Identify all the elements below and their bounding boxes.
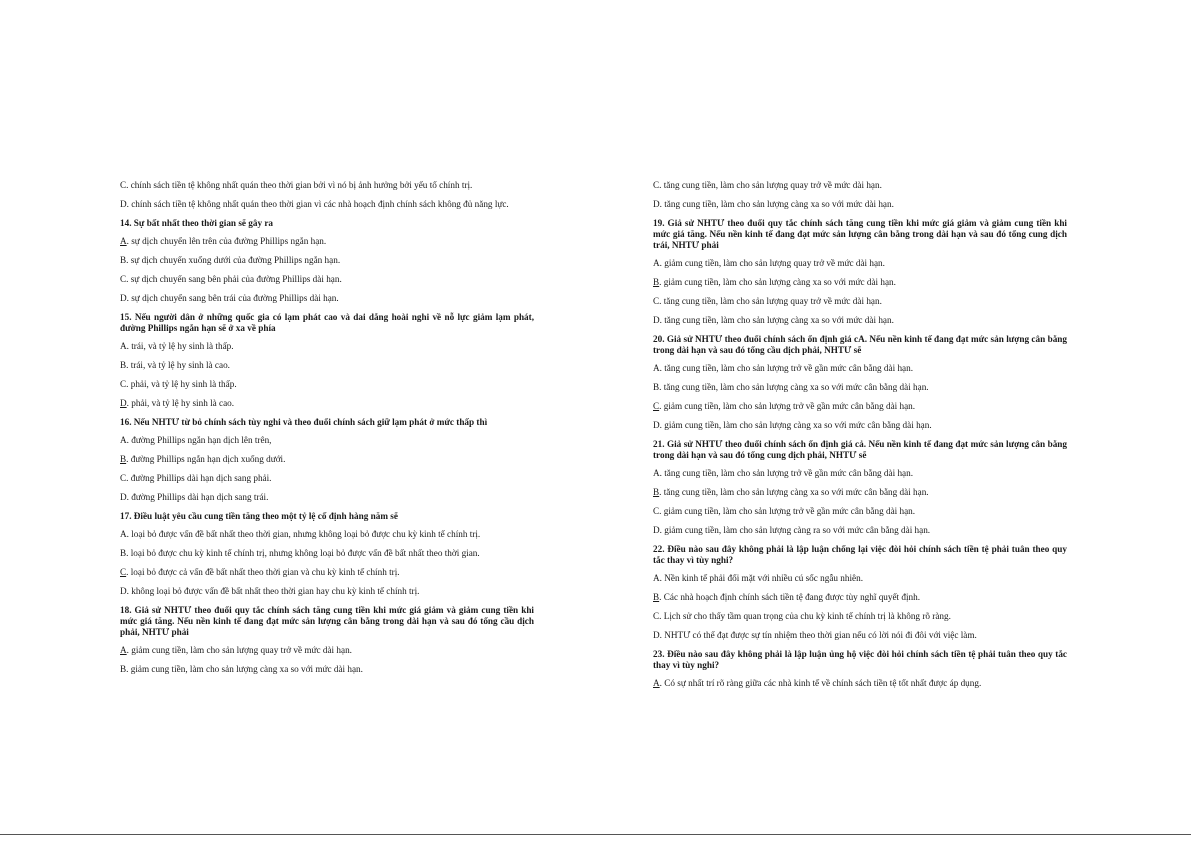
answer-option <box>653 420 1067 431</box>
item-text: 15. Nếu người dân ở những quốc gia có lạm phát cao và dai dẳng hoài nghi về nỗ lực giảm lạm phát, đường Phillips ngắn hạn sẽ ở xa về phía <box>120 312 534 333</box>
answer-option <box>653 630 1067 641</box>
answer-option <box>653 506 1067 517</box>
item-text: B. trái, và tỷ lệ hy sinh là cao. <box>120 360 230 370</box>
answer-option <box>120 473 534 484</box>
answer-option <box>120 664 534 675</box>
item-text: D. giảm cung tiền, làm cho sản lượng càng ra so với mức cân bằng dài hạn. <box>653 525 931 535</box>
answer-option <box>120 180 534 191</box>
item-text: A. giảm cung tiền, làm cho sản lượng quay trở về mức dài hạn. <box>653 258 885 268</box>
answer-letter: C <box>120 567 127 577</box>
item-text: B. giảm cung tiền, làm cho sản lượng càng xa so với mức dài hạn. <box>120 664 363 674</box>
item-text: D. đường Phillips dài hạn dịch sang trái. <box>120 492 269 502</box>
item-text: D. tăng cung tiền, làm cho sản lượng càng xa so với mức dài hạn. <box>653 199 894 209</box>
answer-letter: B <box>653 277 660 287</box>
answer-letter: A <box>120 645 127 655</box>
item-text: C. sự dịch chuyển sang bên phải của đường Phillips dài hạn. <box>120 274 342 284</box>
item-text: . đường Phillips ngắn hạn dịch xuống dưới. <box>126 454 286 464</box>
question-text <box>120 605 534 638</box>
question-text <box>653 439 1067 461</box>
answer-option <box>120 274 534 285</box>
item-text: 20. Giả sử NHTƯ theo đuổi chính sách ổn định giá cA. Nếu nền kinh tế đang đạt mức sản lượng cân bằng trong dài hạn và sau đó tổng cầu dịch phải, NHTƯ sẽ <box>653 334 1067 355</box>
answer-option <box>120 529 534 540</box>
item-text: C. giảm cung tiền, làm cho sản lượng trở về gần mức cân bằng dài hạn. <box>653 506 916 516</box>
answer-option <box>653 592 1067 603</box>
item-text: A. trái, và tỷ lệ hy sinh là thấp. <box>120 341 234 351</box>
answer-option <box>120 454 534 465</box>
answer-option <box>120 341 534 352</box>
answer-letter: B <box>653 487 660 497</box>
answer-option <box>653 258 1067 269</box>
answer-option <box>653 296 1067 307</box>
item-text: C. phải, và tỷ lệ hy sinh là thấp. <box>120 379 237 389</box>
item-text: . giảm cung tiền, làm cho sản lượng quay trở về mức dài hạn. <box>126 645 352 655</box>
answer-letter: C <box>653 401 660 411</box>
answer-option <box>653 525 1067 536</box>
right-column <box>653 180 1067 697</box>
item-text: A. loại bỏ được vấn đề bất nhất theo thời gian, nhưng không loại bỏ được chu kỳ kinh tế chính trị. <box>120 529 481 539</box>
answer-option <box>120 435 534 446</box>
answer-option <box>120 360 534 371</box>
item-text: . Có sự nhất trí rõ ràng giữa các nhà kinh tế về chính sách tiền tệ tốt nhất được áp dụng. <box>659 678 982 688</box>
answer-option <box>120 586 534 597</box>
item-text: D. không loại bỏ được vấn đề bất nhất theo thời gian hay chu kỳ kinh tế chính trị. <box>120 586 420 596</box>
answer-letter: A <box>120 236 127 246</box>
question-text <box>120 511 534 522</box>
answer-option <box>653 180 1067 191</box>
answer-letter: A <box>653 678 660 688</box>
answer-option <box>120 398 534 409</box>
item-text: 23. Điều nào sau đây không phải là lập luận ủng hộ việc đòi hỏi chính sách tiền tệ phải tuân theo quy tắc thay vì tùy nghi? <box>653 649 1067 670</box>
answer-option <box>120 548 534 559</box>
item-text: . Các nhà hoạch định chính sách tiền tệ đang được tùy nghĩ quyết định. <box>659 592 921 602</box>
item-text: C. tăng cung tiền, làm cho sản lượng quay trở về mức dài hạn. <box>653 180 882 190</box>
answer-option <box>653 199 1067 210</box>
item-text: D. giảm cung tiền, làm cho sản lượng càng xa so với mức cân bằng dài hạn. <box>653 420 932 430</box>
answer-option <box>120 236 534 247</box>
item-text: B. loại bỏ được chu kỳ kinh tế chính trị, nhưng không loại bỏ được vấn đề bất nhất theo thời gian. <box>120 548 480 558</box>
left-column <box>120 180 534 683</box>
answer-option <box>653 487 1067 498</box>
item-text: A. Nền kinh tế phải đối mặt với nhiều cú sốc ngẫu nhiên. <box>653 573 864 583</box>
item-text: A. đường Phillips ngắn hạn dịch lên trên, <box>120 435 272 445</box>
item-text: 17. Điều luật yêu cầu cung tiền tăng theo một tỷ lệ cố định hàng năm sẽ <box>120 511 398 521</box>
bottom-divider <box>0 834 1191 835</box>
answer-option <box>120 567 534 578</box>
item-text: 18. Giả sử NHTƯ theo đuổi quy tắc chính sách tăng cung tiền khi mức giá giảm và giảm cung tiền khi mức giá tăng. Nếu nền kinh tế đang đạt mức sản lượng cân bằng trong dài hạn và sau đó tổng cầu dịch phải, NHTƯ phải <box>120 605 534 637</box>
answer-option <box>653 573 1067 584</box>
answer-letter: B <box>120 454 127 464</box>
item-text: . tăng cung tiền, làm cho sản lượng càng xa so với mức cân bằng dài hạn. <box>659 487 929 497</box>
item-text: . phải, và tỷ lệ hy sinh là cao. <box>126 398 235 408</box>
item-text: A. tăng cung tiền, làm cho sản lượng trở về gần mức cân bằng dài hạn. <box>653 363 914 373</box>
question-text <box>653 544 1067 566</box>
question-text <box>120 417 534 428</box>
answer-option <box>120 492 534 503</box>
item-text: 16. Nếu NHTƯ từ bỏ chính sách tùy nghi và theo đuổi chính sách giữ lạm phát ở mức thấp thì <box>120 417 488 427</box>
item-text: 22. Điều nào sau đây không phải là lập luận chống lại việc đòi hỏi chính sách tiền tệ phải tuân theo quy tắc thay vì tùy nghi? <box>653 544 1067 565</box>
item-text: C. Lịch sử cho thấy tầm quan trọng của chu kỳ kinh tế chính trị là không rõ ràng. <box>653 611 951 621</box>
item-text: A. tăng cung tiền, làm cho sản lượng trở về gần mức cân bằng dài hạn. <box>653 468 914 478</box>
question-text <box>120 312 534 334</box>
item-text: D. NHTƯ có thể đạt được sự tín nhiệm theo thời gian nếu có lời nói đi đôi với việc làm. <box>653 630 977 640</box>
item-text: 21. Giả sử NHTƯ theo đuổi chính sách ổn định giá cả. Nếu nền kinh tế đang đạt mức sản lượng cân bằng trong dài hạn và sau đó tổng cung dịch phải, NHTƯ sẽ <box>653 439 1067 460</box>
answer-option <box>120 645 534 656</box>
answer-option <box>120 199 534 210</box>
answer-option <box>120 255 534 266</box>
question-text <box>120 218 534 229</box>
item-text: . giảm cung tiền, làm cho sản lượng càng xa so với mức dài hạn. <box>659 277 896 287</box>
item-text: C. tăng cung tiền, làm cho sản lượng quay trở về mức dài hạn. <box>653 296 882 306</box>
item-text: C. đường Phillips dài hạn dịch sang phải. <box>120 473 272 483</box>
answer-option <box>653 401 1067 412</box>
item-text: D. sự dịch chuyển sang bên trái của đường Phillips dài hạn. <box>120 293 339 303</box>
answer-option <box>120 379 534 390</box>
answer-option <box>120 293 534 304</box>
answer-option <box>653 315 1067 326</box>
item-text: B. sự dịch chuyển xuống dưới của đường Phillips ngắn hạn. <box>120 255 341 265</box>
item-text: C. chính sách tiền tệ không nhất quán theo thời gian bởi vì nó bị ảnh hưởng bởi yếu tố chính trị. <box>120 180 473 190</box>
question-text <box>653 649 1067 671</box>
item-text: D. tăng cung tiền, làm cho sản lượng càng xa so với mức dài hạn. <box>653 315 894 325</box>
answer-letter: B <box>653 592 660 602</box>
answer-option <box>653 468 1067 479</box>
answer-option <box>653 277 1067 288</box>
question-text <box>653 218 1067 251</box>
item-text: D. chính sách tiền tệ không nhất quán theo thời gian vì các nhà hoạch định chính sách không đủ năng lực. <box>120 199 509 209</box>
item-text: . giảm cung tiền, làm cho sản lượng trở về gần mức cân bằng dài hạn. <box>659 401 916 411</box>
item-text: . loại bỏ được cả vấn đề bất nhất theo thời gian và chu kỳ kinh tế chính trị. <box>126 567 400 577</box>
item-text: 14. Sự bất nhất theo thời gian sẽ gây ra <box>120 218 274 228</box>
answer-option <box>653 363 1067 374</box>
item-text: 19. Giả sử NHTƯ theo đuổi quy tắc chính sách tăng cung tiền khi mức giá giảm và giảm cung tiền khi mức giá tăng. Nếu nền kinh tế đang đạt mức sản lượng cân bằng trong dài hạn và sau đó tổng cung dịch trái, NHTƯ phải <box>653 218 1067 250</box>
answer-option <box>653 611 1067 622</box>
item-text: B. tăng cung tiền, làm cho sản lượng càng xa so với mức cân bằng dài hạn. <box>653 382 929 392</box>
answer-option <box>653 382 1067 393</box>
item-text: . sự dịch chuyển lên trên của đường Phillips ngắn hạn. <box>126 236 327 246</box>
answer-letter: D <box>120 398 127 408</box>
question-text <box>653 334 1067 356</box>
answer-option <box>653 678 1067 689</box>
